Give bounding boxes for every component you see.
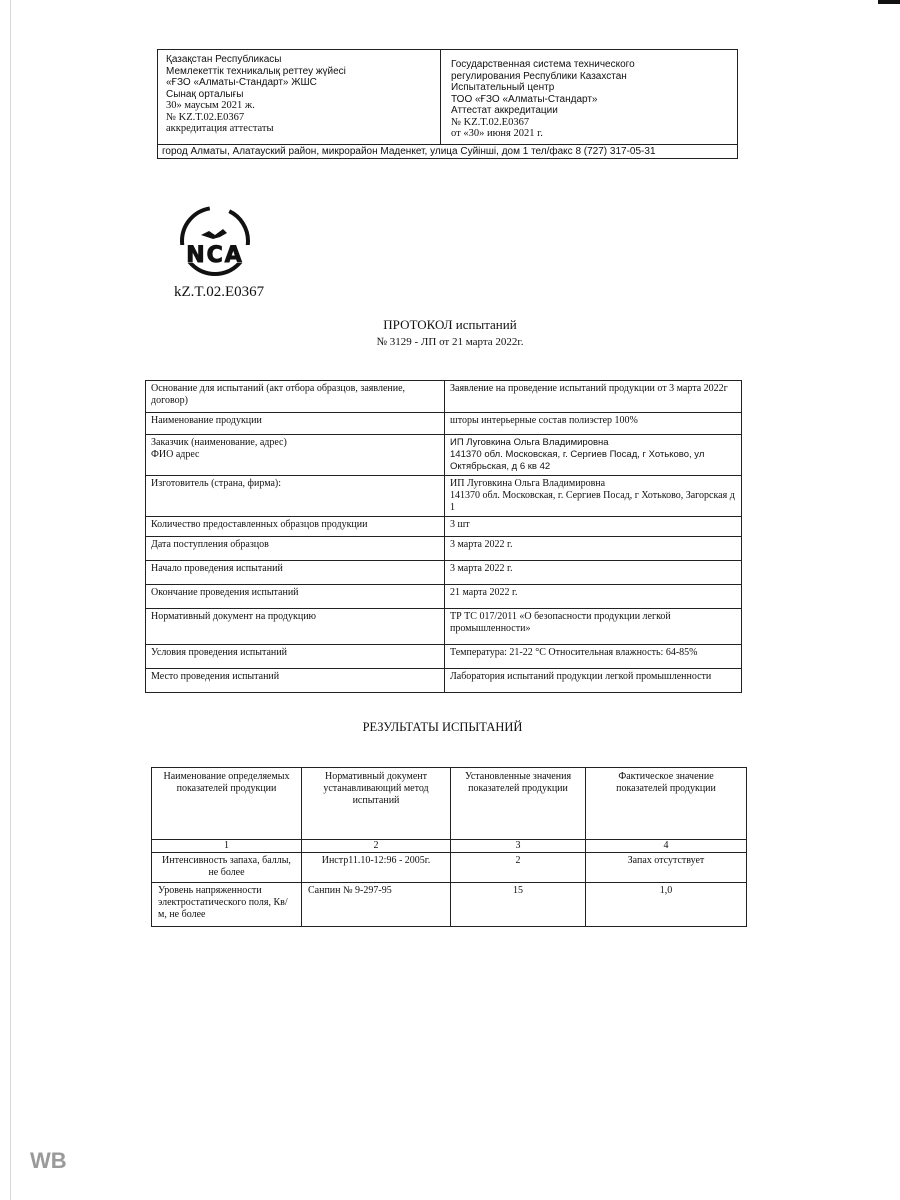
info-table xyxy=(145,380,742,693)
results-header-cell: Наименование определяемых показателей продукции xyxy=(152,768,302,840)
header-right-line: от «30» июня 2021 г. xyxy=(451,128,543,139)
corner-mark xyxy=(878,0,900,4)
header-address: город Алматы, Алатауский район, микрорайон Маденкет, улица Суйінші, дом 1 тел/факс 8 (727) 317-05-31 xyxy=(158,144,737,158)
results-number-row xyxy=(152,840,747,853)
header-left-line: Қазақстан Республикасы xyxy=(166,54,282,65)
header-left-line: «ҒЗО «Алматы-Стандарт» ЖШС xyxy=(166,77,317,88)
header-block xyxy=(157,49,738,159)
header-kazakh xyxy=(158,50,441,144)
info-row xyxy=(146,435,742,476)
info-label: Наименование продукции xyxy=(146,413,445,435)
results-row xyxy=(152,853,747,883)
info-row xyxy=(146,476,742,517)
watermark: WB xyxy=(30,1148,67,1173)
info-row xyxy=(146,381,742,413)
column-number: 3 xyxy=(451,840,586,853)
header-right-line: Испытательный центр xyxy=(451,82,555,93)
column-number: 1 xyxy=(152,840,302,853)
info-row xyxy=(146,669,742,693)
info-row xyxy=(146,517,742,537)
info-value: Лаборатория испытаний продукции легкой промышленности xyxy=(445,669,742,693)
info-label: Количество предоставленных образцов продукции xyxy=(146,517,445,537)
info-value: шторы интерьерные состав полиэстер 100% xyxy=(445,413,742,435)
info-value: Температура: 21-22 °С Относительная влажность: 64-85% xyxy=(445,645,742,669)
results-table xyxy=(151,767,747,927)
header-right-line: Государственная система технического xyxy=(451,59,635,70)
info-label: Место проведения испытаний xyxy=(146,669,445,693)
result-method: Санпин № 9-297-95 xyxy=(302,883,451,927)
column-number: 4 xyxy=(586,840,747,853)
header-right-line: Аттестат аккредитации xyxy=(451,105,558,116)
scan-edge xyxy=(10,0,11,1200)
logo-text: NCA xyxy=(186,243,244,268)
header-left-line: 30» маусым 2021 ж. xyxy=(166,100,255,111)
info-value: 21 марта 2022 г. xyxy=(445,585,742,609)
info-value: ИП Луговкина Ольга Владимировна 141370 обл. Московская, г. Сергиев Посад, г Хотьково, Загорская д 1 xyxy=(445,476,742,517)
info-value: 3 марта 2022 г. xyxy=(445,561,742,585)
info-label: Начало проведения испытаний xyxy=(146,561,445,585)
info-row xyxy=(146,561,742,585)
protocol-number: № 3129 - ЛП от 21 марта 2022г. xyxy=(376,336,524,348)
info-label: Заказчик (наименование, адрес) ФИО адрес xyxy=(146,435,445,476)
results-header-cell: Установленные значения показателей продукции xyxy=(451,768,586,840)
nca-logo-icon xyxy=(165,199,265,279)
results-title: РЕЗУЛЬТАТЫ ИСПЫТАНИЙ xyxy=(362,720,523,734)
info-label: Изготовитель (страна, фирма): xyxy=(146,476,445,517)
header-right-line: регулирования Республики Казахстан xyxy=(451,70,627,82)
header-left-line: аккредитация аттестаты xyxy=(166,123,274,134)
info-value: 3 шт xyxy=(445,517,742,537)
info-label: Основание для испытаний (акт отбора образцов, заявление, договор) xyxy=(146,381,445,413)
header-russian xyxy=(441,50,737,144)
info-value: ИП Луговкина Ольга Владимировна 141370 обл. Московская, г. Сергиев Посад, г Хотьково, ул Октябрьская, д 6 кв 42 xyxy=(445,435,742,476)
result-actual: 1,0 xyxy=(586,883,747,927)
header-left-line: Сынақ орталығы xyxy=(166,88,244,100)
info-label: Дата поступления образцов xyxy=(146,537,445,561)
result-actual: Запах отсутствует xyxy=(586,853,747,883)
result-method: Инстр11.10-12:96 - 2005г. xyxy=(302,853,451,883)
results-header-cell: Фактическое значение показателей продукции xyxy=(586,768,747,840)
info-value: ТР ТС 017/2011 «О безопасности продукции легкой промышленности» xyxy=(445,609,742,645)
info-label: Условия проведения испытаний xyxy=(146,645,445,669)
info-value: Заявление на проведение испытаний продукции от 3 марта 2022г xyxy=(445,381,742,413)
info-value: 3 марта 2022 г. xyxy=(445,537,742,561)
nca-logo xyxy=(165,199,265,279)
info-label: Нормативный документ на продукцию xyxy=(146,609,445,645)
result-norm: 2 xyxy=(451,853,586,883)
info-row xyxy=(146,413,742,435)
info-row xyxy=(146,585,742,609)
info-label: Окончание проведения испытаний xyxy=(146,585,445,609)
protocol-title: ПРОТОКОЛ испытаний xyxy=(383,317,517,332)
header-right-line: № KZ.T.02.E0367 xyxy=(451,116,530,128)
results-header-cell: Нормативный документ устанавливающий метод испытаний xyxy=(302,768,451,840)
results-row xyxy=(152,883,747,927)
result-indicator: Уровень напряженности электростатического поля, Кв/м, не более xyxy=(152,883,302,927)
results-header-row xyxy=(152,768,747,840)
result-norm: 15 xyxy=(451,883,586,927)
column-number: 2 xyxy=(302,840,451,853)
info-row xyxy=(146,537,742,561)
header-right-line: ТОО «ҒЗО «Алматы-Стандарт» xyxy=(451,93,598,105)
header-left-line: № KZ.T.02.E0367 xyxy=(166,111,245,123)
info-row xyxy=(146,645,742,669)
info-row xyxy=(146,609,742,645)
header-left-line: Мемлекеттік техникалық реттеу жүйесі xyxy=(166,65,346,77)
result-indicator: Интенсивность запаха, баллы, не более xyxy=(152,853,302,883)
accreditation-number: kZ.T.02.E0367 xyxy=(174,284,265,300)
